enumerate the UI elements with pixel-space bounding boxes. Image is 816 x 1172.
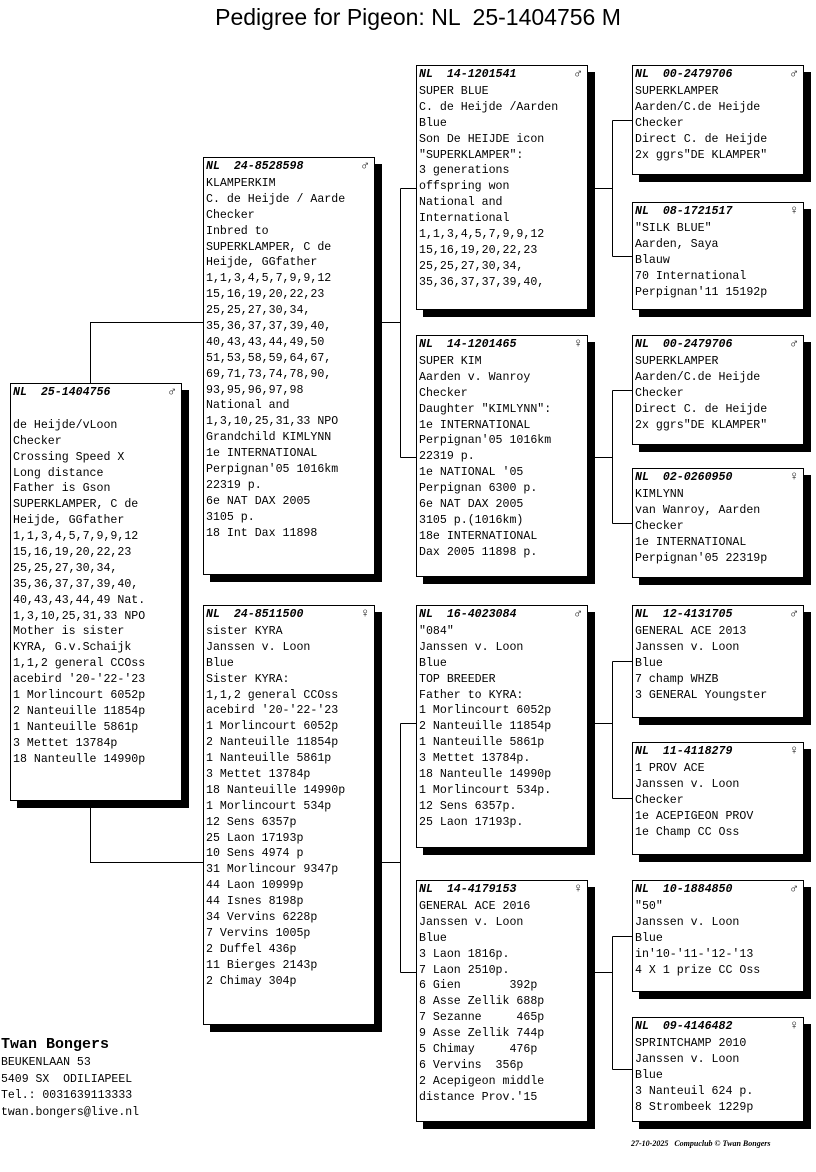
pigeon-info-line: 1,1,3,4,5,7,9,9,12 bbox=[13, 530, 139, 544]
pigeon-info-line: KLAMPERKIM bbox=[206, 177, 276, 190]
ring-number bbox=[635, 1019, 801, 1036]
pigeon-info-line: 1 Nanteuille 5861p bbox=[206, 752, 332, 766]
pigeon-info-line: 15,16,19,20,22,23 bbox=[13, 546, 132, 560]
ring-number bbox=[419, 607, 585, 624]
pigeon-info-line: 1e ACEPIGEON PROV bbox=[635, 809, 754, 823]
pigeon-info-line: 18 Int Dax 11898 bbox=[206, 526, 318, 540]
pigeon-info-line: 15,16,19,20,22,23 bbox=[206, 288, 325, 302]
ring-number-text: NL 12-4131705 bbox=[635, 608, 733, 621]
pigeon-info-line: Perpignan'05 22319p bbox=[635, 551, 768, 565]
pigeon-info-line: acebird '20-'22-'23 bbox=[206, 704, 339, 718]
pigeon-info-line: Janssen v. Loon bbox=[206, 640, 311, 654]
pigeon-info-line: 25,25,27,30,34, bbox=[206, 304, 311, 318]
pigeon-info-line: 1,1,3,4,5,7,9,9,12 bbox=[206, 272, 332, 286]
pigeon-info-line: 1,1,2 general CCOss bbox=[206, 688, 339, 702]
pigeon-info-line: "SUPERKLAMPER": bbox=[419, 148, 524, 162]
pigeon-info-line: 25 Laon 17193p. bbox=[419, 815, 524, 829]
female-symbol-icon: ♀ bbox=[790, 469, 798, 484]
pigeon-info-line: 18 Nanteuille 14990p bbox=[206, 783, 346, 797]
pigeon-info-line: Perpignan'05 1016km bbox=[206, 463, 339, 477]
pigeon-info-line: Checker bbox=[635, 793, 684, 807]
pigeon-info-line: 2 Acepigeon middle bbox=[419, 1074, 545, 1088]
pigeon-info-line: 12 Sens 6357p. bbox=[419, 799, 517, 813]
pigeon-info-line: Heijde, GGfather bbox=[206, 256, 318, 270]
pigeon-info-line: 6e NAT DAX 2005 bbox=[206, 494, 311, 508]
pigeon-info-line: GENERAL ACE 2013 bbox=[635, 625, 747, 638]
pigeon-card-sds bbox=[632, 335, 804, 445]
ring-number-text: NL 11-4118279 bbox=[635, 745, 733, 758]
pigeon-info-line: 40,43,43,44,49,50 bbox=[206, 335, 325, 349]
pigeon-info-line: 7 Sezanne 465p bbox=[419, 1011, 545, 1025]
pigeon-info-line: SUPERKLAMPER, C de bbox=[13, 498, 139, 512]
pigeon-info-line: 8 Strombeek 1229p bbox=[635, 1100, 754, 1114]
pigeon-info-line: Blue bbox=[419, 116, 447, 130]
pigeon-info-line: SUPER KIM bbox=[419, 355, 482, 368]
ring-number-text: NL 14-1201541 bbox=[419, 68, 517, 81]
pigeon-info-line: Blue bbox=[419, 931, 447, 945]
pigeon-info-line: 3 Laon 1816p. bbox=[419, 947, 510, 961]
owner-phone: Tel.: 0031639113333 bbox=[1, 1089, 133, 1102]
pigeon-info-line: 7 champ WHZB bbox=[635, 672, 719, 686]
ring-number-text: NL 00-2479706 bbox=[635, 338, 733, 351]
pigeon-info-line: 31 Morlincour 9347p bbox=[206, 863, 339, 877]
pigeon-info-line: 1 Nanteuille 5861p bbox=[13, 720, 139, 734]
ring-number-text: NL 24-8511500 bbox=[206, 608, 304, 621]
pigeon-card-subject bbox=[10, 383, 182, 801]
pigeon-info-line: "50" bbox=[635, 900, 663, 913]
pigeon-info-line: Checker bbox=[635, 386, 684, 400]
ring-number-text: NL 09-4146482 bbox=[635, 1020, 733, 1033]
female-symbol-icon: ♀ bbox=[790, 743, 798, 758]
pigeon-info-line: 69,71,73,74,78,90, bbox=[206, 367, 332, 381]
page-title: Pedigree for Pigeon: NL 25-1404756 M bbox=[215, 4, 621, 30]
owner-name: Twan Bongers bbox=[1, 1036, 110, 1053]
pigeon-card-sd bbox=[416, 335, 588, 577]
pigeon-info-line: 3 Nanteuil 624 p. bbox=[635, 1084, 754, 1098]
ring-number bbox=[635, 470, 801, 487]
pigeon-card-ssd bbox=[632, 202, 804, 310]
pigeon-info-line: Sister KYRA: bbox=[206, 672, 290, 686]
pigeon-info-line: SUPERKLAMPER bbox=[635, 85, 719, 98]
pigeon-info-line: 1,1,3,4,5,7,9,9,12 bbox=[419, 228, 545, 242]
pigeon-info-line: 6 Gien 392p bbox=[419, 979, 538, 993]
pigeon-info-line: National and bbox=[419, 196, 503, 210]
pigeon-info-line: Heijde, GGfather bbox=[13, 514, 125, 528]
ring-number bbox=[419, 882, 585, 899]
pigeon-info-line: 2 Duffel 436p bbox=[206, 942, 297, 956]
pigeon-info-line: 1 Morlincourt 6052p bbox=[419, 704, 552, 718]
pigeon-info-line: 1 Morlincourt 6052p bbox=[206, 720, 339, 734]
pigeon-info-line: distance Prov.'15 bbox=[419, 1090, 538, 1104]
ring-number-text: NL 14-4179153 bbox=[419, 883, 517, 896]
pigeon-info-line: Perpignan'11 15192p bbox=[635, 285, 768, 299]
pigeon-info-line: TOP BREEDER bbox=[419, 672, 496, 686]
pigeon-info-line: Checker bbox=[206, 208, 255, 222]
owner-info bbox=[1, 1035, 139, 1121]
male-symbol-icon: ♂ bbox=[790, 66, 798, 81]
footer bbox=[631, 1139, 770, 1148]
pigeon-info-line: 40,43,43,44,49 Nat. bbox=[13, 593, 146, 607]
pigeon-info-line: 1 Morlincourt 6052p bbox=[13, 689, 146, 703]
pigeon-info-line: Aarden, Saya bbox=[635, 237, 719, 251]
pigeon-info-line: 1e NATIONAL '05 bbox=[419, 466, 524, 480]
pigeon-info-line: 44 Laon 10999p bbox=[206, 879, 304, 893]
pigeon-info-line: SUPER BLUE bbox=[419, 85, 489, 98]
ring-number-text: NL 16-4023084 bbox=[419, 608, 517, 621]
male-symbol-icon: ♂ bbox=[790, 606, 798, 621]
male-symbol-icon: ♂ bbox=[361, 158, 369, 173]
female-symbol-icon: ♀ bbox=[574, 881, 582, 896]
pigeon-info-line: KIMLYNN bbox=[635, 488, 684, 501]
ring-number-text: NL 02-0260950 bbox=[635, 471, 733, 484]
pigeon-info-line: Grandchild KIMLYNN bbox=[206, 431, 332, 445]
pigeon-info-line: Direct C. de Heijde bbox=[635, 402, 768, 416]
pigeon-info-line: KYRA, G.v.Schaijk bbox=[13, 641, 132, 655]
pigeon-info-line: 12 Sens 6357p bbox=[206, 815, 297, 829]
pigeon-info-line: Direct C. de Heijde bbox=[635, 132, 768, 146]
pigeon-info-line: Checker bbox=[635, 116, 684, 130]
pigeon-info-line: "084" bbox=[419, 625, 454, 638]
pigeon-info-line: Crossing Speed X bbox=[13, 450, 125, 464]
pigeon-info-line: 18 Nanteulle 14990p bbox=[13, 752, 146, 766]
pigeon-info-line: 3 generations bbox=[419, 164, 510, 178]
credit: Compuclub © Twan Bongers bbox=[674, 1139, 771, 1148]
pigeon-info-line: 1e Champ CC Oss bbox=[635, 825, 740, 839]
pigeon-info-line: Father to KYRA: bbox=[419, 688, 524, 702]
pigeon-info-line: Janssen v. Loon bbox=[635, 915, 740, 929]
male-symbol-icon: ♂ bbox=[574, 606, 582, 621]
pigeon-info-line: 2x ggrs"DE KLAMPER" bbox=[635, 148, 768, 162]
ring-number-text: NL 25-1404756 bbox=[13, 386, 111, 399]
female-symbol-icon: ♀ bbox=[361, 606, 369, 621]
ring-number bbox=[635, 882, 801, 899]
pigeon-card-ddd bbox=[632, 1017, 804, 1122]
pigeon-info-line: 11 Bierges 2143p bbox=[206, 958, 318, 972]
pigeon-info-line: 2 Chimay 304p bbox=[206, 974, 297, 988]
pigeon-info-line: 22319 p. bbox=[206, 478, 262, 492]
pigeon-info-line: de Heijde/vLoon bbox=[13, 418, 118, 432]
pigeon-info-line: 51,53,58,59,64,67, bbox=[206, 351, 332, 365]
pigeon-info-line bbox=[13, 402, 179, 418]
pigeon-info-line: 6e NAT DAX 2005 bbox=[419, 498, 524, 512]
pigeon-card-dsd bbox=[632, 742, 804, 855]
pigeon-info-line: Blauw bbox=[635, 253, 670, 267]
female-symbol-icon: ♀ bbox=[790, 1018, 798, 1033]
ring-number bbox=[635, 67, 801, 84]
pigeon-info-line: Blue bbox=[635, 931, 663, 945]
ring-number bbox=[635, 744, 801, 761]
ring-number bbox=[13, 385, 179, 402]
owner-address: BEUKENLAAN 53 bbox=[1, 1056, 91, 1069]
ring-number bbox=[635, 204, 801, 221]
pigeon-card-sire bbox=[203, 157, 375, 575]
pigeon-info-line: 4 X 1 prize CC Oss bbox=[635, 963, 761, 977]
pigeon-info-line: acebird '20-'22-'23 bbox=[13, 673, 146, 687]
owner-city: 5409 SX ODILIAPEEL bbox=[1, 1072, 133, 1086]
pigeon-info-line: Janssen v. Loon bbox=[635, 640, 740, 654]
pigeon-card-dd bbox=[416, 880, 588, 1122]
pigeon-info-line: 3 Mettet 13784p. bbox=[419, 752, 531, 766]
pigeon-info-line: National and bbox=[206, 399, 290, 413]
pigeon-info-line: 34 Vervins 6228p bbox=[206, 911, 318, 925]
female-symbol-icon: ♀ bbox=[790, 203, 798, 218]
pigeon-info-line: 7 Vervins 1005p bbox=[206, 926, 311, 940]
pigeon-card-sdd bbox=[632, 468, 804, 578]
pigeon-info-line: Aarden/C.de Heijde bbox=[635, 100, 761, 114]
ring-number-text: NL 00-2479706 bbox=[635, 68, 733, 81]
pigeon-info-line: Janssen v. Loon bbox=[419, 640, 524, 654]
pigeon-card-dds bbox=[632, 880, 804, 992]
pigeon-card-ds bbox=[416, 605, 588, 848]
male-symbol-icon: ♂ bbox=[790, 881, 798, 896]
pigeon-info-line: 2 Nanteuille 11854p bbox=[13, 704, 146, 718]
male-symbol-icon: ♂ bbox=[168, 384, 176, 399]
pigeon-info-line: "SILK BLUE" bbox=[635, 222, 712, 235]
pigeon-info-line: Blue bbox=[635, 1068, 663, 1082]
pigeon-card-dss bbox=[632, 605, 804, 718]
pigeon-info-line: 9 Asse Zellik 744p bbox=[419, 1027, 545, 1041]
pigeon-info-line: GENERAL ACE 2016 bbox=[419, 900, 531, 913]
pigeon-info-line: 35,36,37,37,39,40, bbox=[419, 275, 545, 289]
pigeon-info-line: 1e INTERNATIONAL bbox=[635, 535, 747, 549]
ring-number bbox=[635, 337, 801, 354]
pigeon-info-line: 1 PROV ACE bbox=[635, 762, 705, 775]
pigeon-info-line: Janssen v. Loon bbox=[635, 777, 740, 791]
pigeon-info-line: 7 Laon 2510p. bbox=[419, 963, 510, 977]
pigeon-info-line: C. de Heijde / Aarde bbox=[206, 192, 346, 206]
pigeon-info-line: 1 Nanteuille 5861p bbox=[419, 736, 545, 750]
ring-number-text: NL 10-1884850 bbox=[635, 883, 733, 896]
pigeon-info-line: Dax 2005 11898 p. bbox=[419, 545, 538, 559]
ring-number-text: NL 14-1201465 bbox=[419, 338, 517, 351]
pigeon-info-line: 6 Vervins 356p bbox=[419, 1058, 524, 1072]
pigeon-info-line: offspring won bbox=[419, 180, 510, 194]
pigeon-info-line: 5 Chimay 476p bbox=[419, 1043, 538, 1057]
pigeon-info-line: 3 Mettet 13784p bbox=[206, 768, 311, 782]
pigeon-info-line: 3105 p.(1016km) bbox=[419, 513, 524, 527]
pigeon-info-line: 1 Morlincourt 534p bbox=[206, 799, 332, 813]
pigeon-info-line: 35,36,37,37,39,40, bbox=[206, 320, 332, 334]
pigeon-info-line: 1,1,2 general CCOss bbox=[13, 657, 146, 671]
pigeon-info-line: 2 Nanteuille 11854p bbox=[419, 720, 552, 734]
pigeon-info-line: 18 Nanteulle 14990p bbox=[419, 768, 552, 782]
pigeon-info-line: Janssen v. Loon bbox=[635, 1052, 740, 1066]
pigeon-info-line: 70 International bbox=[635, 269, 747, 283]
pigeon-info-line: Aarden/C.de Heijde bbox=[635, 370, 761, 384]
pigeon-info-line: Perpignan'05 1016km bbox=[419, 434, 552, 448]
pigeon-info-line: 2 Nanteuille 11854p bbox=[206, 736, 339, 750]
pigeon-info-line: 3105 p. bbox=[206, 510, 255, 524]
pigeon-info-line: 25 Laon 17193p bbox=[206, 831, 304, 845]
pigeon-info-line: SUPERKLAMPER, C de bbox=[206, 240, 332, 254]
pigeon-info-line: Son De HEIJDE icon bbox=[419, 132, 545, 146]
pigeon-info-line: 2x ggrs"DE KLAMPER" bbox=[635, 418, 768, 432]
pigeon-info-line: 18e INTERNATIONAL bbox=[419, 529, 538, 543]
ring-number bbox=[206, 159, 372, 176]
owner-email: twan.bongers@live.nl bbox=[1, 1105, 140, 1119]
pigeon-info-line: Daughter "KIMLYNN": bbox=[419, 402, 552, 416]
pigeon-info-line: SUPERKLAMPER bbox=[635, 355, 719, 368]
pigeon-info-line: van Wanroy, Aarden bbox=[635, 503, 761, 517]
print-date: 27-10-2025 bbox=[631, 1139, 669, 1148]
pigeon-info-line: 3 GENERAL Youngster bbox=[635, 688, 768, 702]
pigeon-info-line: 25,25,27,30,34, bbox=[419, 259, 524, 273]
ring-number bbox=[419, 337, 585, 354]
pigeon-card-sss bbox=[632, 65, 804, 175]
pigeon-info-line: 10 Sens 4974 p bbox=[206, 847, 304, 861]
pigeon-info-line: Long distance bbox=[13, 466, 104, 480]
pigeon-info-line: Perpignan 6300 p. bbox=[419, 482, 538, 496]
pigeon-info-line: Checker bbox=[419, 386, 468, 400]
female-symbol-icon: ♀ bbox=[574, 336, 582, 351]
pigeon-info-line: 1e INTERNATIONAL bbox=[419, 418, 531, 432]
pigeon-info-line: 8 Asse Zellik 688p bbox=[419, 995, 545, 1009]
male-symbol-icon: ♂ bbox=[790, 336, 798, 351]
pigeon-info-line: SPRINTCHAMP 2010 bbox=[635, 1037, 747, 1050]
pigeon-info-line: Blue bbox=[206, 656, 234, 670]
pigeon-info-line: 1,3,10,25,31,33 NPO bbox=[13, 609, 146, 623]
pigeon-info-line: Checker bbox=[635, 519, 684, 533]
pigeon-info-line: sister KYRA bbox=[206, 625, 283, 638]
pigeon-info-line: 35,36,37,37,39,40, bbox=[13, 577, 139, 591]
pigeon-card-ss bbox=[416, 65, 588, 310]
pigeon-info-line: 44 Isnes 8198p bbox=[206, 895, 304, 909]
pigeon-card-dam bbox=[203, 605, 375, 1025]
pigeon-info-line: Mother is sister bbox=[13, 625, 125, 639]
pigeon-info-line: Checker bbox=[13, 434, 62, 448]
pigeon-info-line: Aarden v. Wanroy bbox=[419, 370, 531, 384]
pigeon-info-line: Blue bbox=[419, 656, 447, 670]
pigeon-info-line: 1e INTERNATIONAL bbox=[206, 447, 318, 461]
ring-number bbox=[635, 607, 801, 624]
pigeon-info-line: 25,25,27,30,34, bbox=[13, 561, 118, 575]
pigeon-info-line: C. de Heijde /Aarden bbox=[419, 100, 559, 114]
pigeon-info-line: Blue bbox=[635, 656, 663, 670]
ring-number bbox=[419, 67, 585, 84]
ring-number-text: NL 08-1721517 bbox=[635, 205, 733, 218]
ring-number bbox=[206, 607, 372, 624]
pigeon-info-line: in'10-'11-'12-'13 bbox=[635, 947, 754, 961]
pigeon-info-line: 1,3,10,25,31,33 NPO bbox=[206, 415, 339, 429]
pigeon-info-line: 15,16,19,20,22,23 bbox=[419, 243, 538, 257]
pigeon-info-line: International bbox=[419, 212, 510, 226]
pigeon-info-line: 93,95,96,97,98 bbox=[206, 383, 304, 397]
pigeon-info-line: 22319 p. bbox=[419, 450, 475, 464]
pigeon-info-line: Father is Gson bbox=[13, 482, 111, 496]
pigeon-info-line: 3 Mettet 13784p bbox=[13, 736, 118, 750]
pigeon-info-line: 1 Morlincourt 534p. bbox=[419, 783, 552, 797]
pigeon-info-line: Inbred to bbox=[206, 224, 269, 238]
pigeon-info-line: Janssen v. Loon bbox=[419, 915, 524, 929]
ring-number-text: NL 24-8528598 bbox=[206, 160, 304, 173]
male-symbol-icon: ♂ bbox=[574, 66, 582, 81]
